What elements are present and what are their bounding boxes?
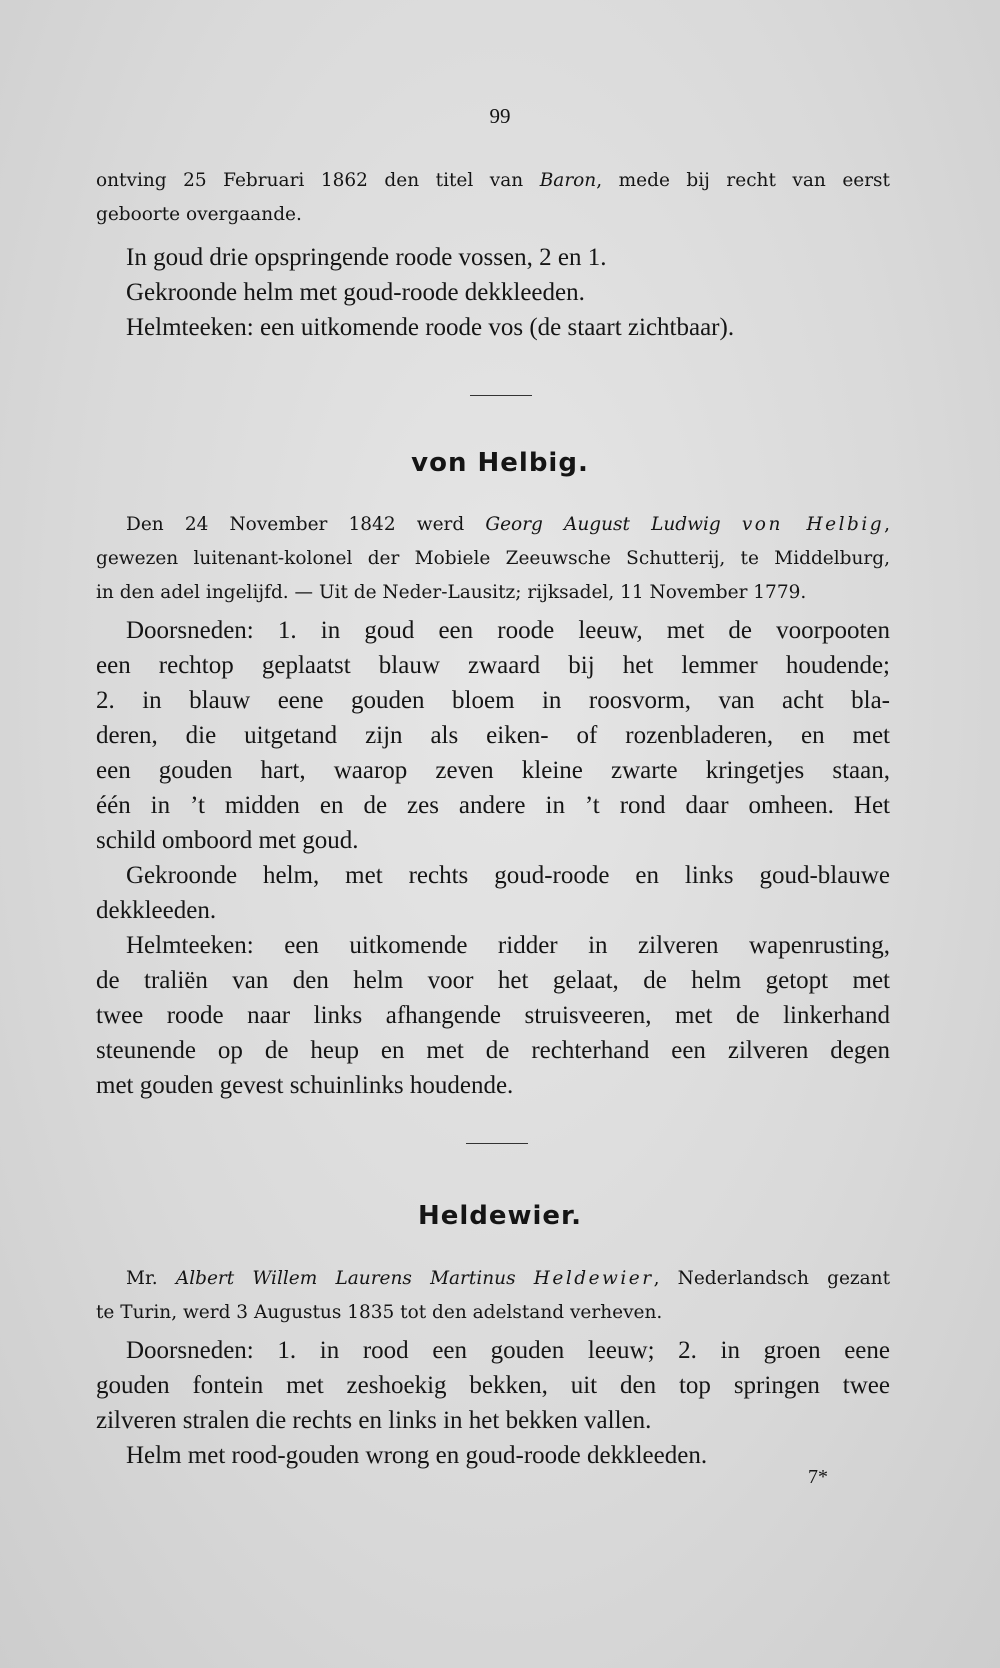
arms-description-previous: [96, 240, 890, 345]
text-line: Helmteeken: een uitkomende roode vos (de staart zichtbaar).: [126, 314, 735, 341]
text-line: 2. in blauw eene gouden bloem in roosvorm, van acht bla-: [96, 687, 890, 714]
text-line: in den adel ingelijfd. — Uit de Neder-Lausitz; rijksadel, 11 November 1779.: [96, 582, 807, 603]
text-line: deren, die uitgetand zijn als eiken- of rozenbladeren, en met: [96, 722, 890, 749]
continuation-paragraph: [96, 164, 890, 232]
text-line: ontving 25 Februari 1862 den titel van Baron, mede bij recht van eerst: [96, 170, 890, 191]
section-divider: [466, 1143, 528, 1144]
text-line: twee roode naar links afhangende struisveeren, met de linkerhand: [96, 1002, 890, 1029]
text-line: schild omboord met goud.: [96, 827, 359, 854]
text-line: de traliën van den helm voor het gelaat, de helm getopt met: [96, 967, 890, 994]
text-line: Helm met rood-gouden wrong en goud-roode dekkleeden.: [126, 1442, 708, 1469]
text-line: geboorte overgaande.: [96, 204, 302, 225]
text-line: een gouden hart, waarop zeven kleine zwarte kringetjes staan,: [96, 757, 890, 784]
text-line: te Turin, werd 3 Augustus 1835 tot den adelstand verheven.: [96, 1302, 663, 1323]
text-line: een rechtop geplaatst blauw zwaard bij het lemmer houdende;: [96, 652, 890, 679]
text-line: In goud drie opspringende roode vossen, 2 en 1.: [126, 244, 607, 271]
text-line: Helmteeken: een uitkomende ridder in zilveren wapenrusting,: [126, 932, 890, 959]
text-line: gewezen luitenant-kolonel der Mobiele Zeeuwsche Schutterij, te Middelburg,: [96, 548, 890, 569]
text-line: Mr. Albert Willem Laurens Martinus Heldewier, Nederlandsch gezant: [126, 1268, 891, 1289]
text-line: Doorsneden: 1. in rood een gouden leeuw; 2. in groen eene: [126, 1337, 890, 1364]
text-line: Gekroonde helm, met rechts goud-roode en links goud-blauwe: [126, 862, 890, 889]
section-heading-von-helbig: von Helbig.: [411, 448, 589, 478]
heldewier-blazon: [96, 1333, 890, 1473]
page-number: 99: [489, 104, 511, 128]
von-helbig-blazon: [96, 613, 890, 1103]
heldewier-intro: [96, 1262, 890, 1330]
text-line: zilveren stralen die rechts en links in het bekken vallen.: [96, 1407, 652, 1434]
section-divider: [470, 395, 532, 396]
von-helbig-intro: [96, 508, 890, 610]
section-heading-heldewier: Heldewier.: [417, 1201, 583, 1231]
signature-mark: 7*: [808, 1466, 828, 1488]
text-line: met gouden gevest schuinlinks houdende.: [96, 1072, 514, 1099]
text-line: steunende op de heup en met de rechterhand een zilveren degen: [96, 1037, 890, 1064]
text-line: Gekroonde helm met goud-roode dekkleeden.: [126, 279, 585, 306]
text-line: Den 24 November 1842 werd Georg August Ludwig von Helbig,: [126, 514, 890, 535]
text-line: één in ’t midden en de zes andere in ’t rond daar omheen. Het: [96, 792, 890, 819]
text-line: gouden fontein met zeshoekig bekken, uit den top springen twee: [96, 1372, 890, 1399]
text-line: dekkleeden.: [96, 897, 217, 924]
text-line: Doorsneden: 1. in goud een roode leeuw, met de voorpooten: [126, 617, 890, 644]
